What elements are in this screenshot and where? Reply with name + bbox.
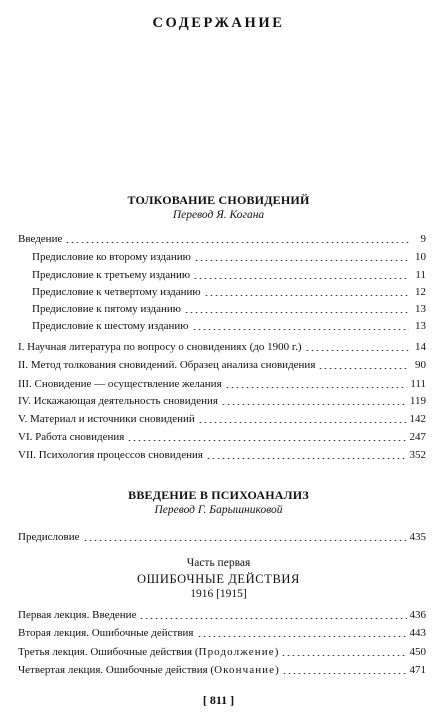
toc-entry-page: 13 [415,320,426,332]
toc-entry-page: 10 [415,251,426,263]
toc-entry-label-spaced: Окончание [214,664,276,676]
toc-entry [18,410,426,426]
leader-dots [198,422,407,423]
toc-entry-label: V. Материал и источники сновидений [18,413,195,425]
toc-entry [18,375,426,391]
toc-entry-page: 119 [409,395,426,407]
toc-entry-label: Предисловие к третьему изданию [32,269,191,281]
toc-entry-label [18,664,279,677]
leader-dots [305,350,409,351]
leader-dots [194,260,409,261]
toc-entry-label: Предисловие ко второму изданию [32,251,191,263]
toc-entry-label-spaced: Продолжение [198,646,275,658]
toc-entry-label: Предисловие к шестому изданию [32,320,189,332]
toc-entry-page: 471 [409,664,426,676]
toc-entry [32,283,426,299]
toc-entry-label: II. Метод толкования сновидений. Образец анализа сновидения [18,359,316,371]
toc-entry-label: III. Сновидение — осуществление желания [18,378,222,390]
leader-dots [204,295,409,296]
page-number: [ 811 ] [202,693,235,707]
section-translator-kogan: Перевод Я. Когана [172,209,265,221]
toc-entry-page: 12 [415,286,426,298]
toc-entry-label: Предисловие [18,531,80,543]
toc-entry-page: 13 [415,303,426,315]
toc-entry [18,392,426,408]
toc-entry-page: 90 [415,359,426,371]
toc-entry-label: VII. Психология процессов сновидения [18,449,203,461]
leader-dots [193,278,409,279]
section-title-dream-interpretation: ТОЛКОВАНИЕ СНОВИДЕНИЙ [127,193,310,207]
toc-entry-page: 9 [420,233,426,245]
toc-entry [18,661,426,677]
toc-entry [18,606,426,622]
toc-entry [32,248,426,264]
toc-entry [18,356,426,372]
leader-dots [83,540,407,541]
toc-entry-page: 247 [409,431,426,443]
toc-entry-page: 111 [410,378,426,390]
toc-entry-label: VI. Работа сновидения [18,431,125,443]
part-label: Часть первая [186,557,251,569]
page-title: СОДЕРЖАНИЕ [152,15,285,31]
leader-dots [221,404,407,405]
toc-entry-page: 450 [409,646,426,658]
toc-entry-page: 14 [415,341,426,353]
toc-entry [18,428,426,444]
toc-entry [32,300,426,316]
section-title-intro-psychoanalysis: ВВЕДЕНИЕ В ПСИХОАНАЛИЗ [128,488,309,502]
toc-entry-label-main: Четвертая лекция. Ошибочные действия ( [18,664,215,676]
toc-entry-label: Первая лекция. Введение [18,609,137,621]
toc-entry-label: I. Научная литература по вопросу о сновидениях (до 1900 г.) [18,341,302,353]
toc-entry-page: 435 [409,531,426,543]
toc-entry-label: Введение [18,233,63,245]
leader-dots [192,329,409,330]
toc-entry [18,624,426,640]
part-title: ОШИБОЧНЫЕ ДЕЙСТВИЯ [137,572,300,586]
toc-entry-label: Предисловие к пятому изданию [32,303,181,315]
leader-dots [65,242,409,243]
section-translator-baryshnikova: Перевод Г. Барышниковой [154,504,283,516]
toc-entry-label: Вторая лекция. Ошибочные действия [18,627,194,639]
toc-entry-label [18,646,278,659]
toc-entry [18,230,426,246]
toc-entry-label-end: ) [275,664,279,676]
toc-entry-page: 142 [409,413,426,425]
toc-entry-label: Предисловие к четвертому изданию [32,286,201,298]
leader-dots [282,673,407,674]
leader-dots [139,618,406,619]
leader-dots [206,458,407,459]
toc-entry [18,643,426,659]
toc-entry [18,528,426,544]
leader-dots [281,655,406,656]
leader-dots [184,312,409,313]
toc-entry [32,317,426,333]
part-years: 1916 [1915] [190,588,247,600]
toc-entry-page: 352 [409,449,426,461]
toc-entry [32,266,426,282]
leader-dots [127,440,406,441]
leader-dots [225,387,408,388]
toc-entry-label: IV. Искажающая деятельность сновидения [18,395,218,407]
leader-dots [197,636,407,637]
toc-entry-page: 436 [409,609,426,621]
toc-entry-label-main: Третья лекция. Ошибочные действия ( [18,646,199,658]
toc-entry-page: 11 [415,269,426,281]
toc-entry [18,446,426,462]
toc-entry-label-end: ) [274,646,279,658]
toc-entry [18,338,426,354]
leader-dots [318,368,409,369]
toc-entry-page: 443 [409,627,426,639]
